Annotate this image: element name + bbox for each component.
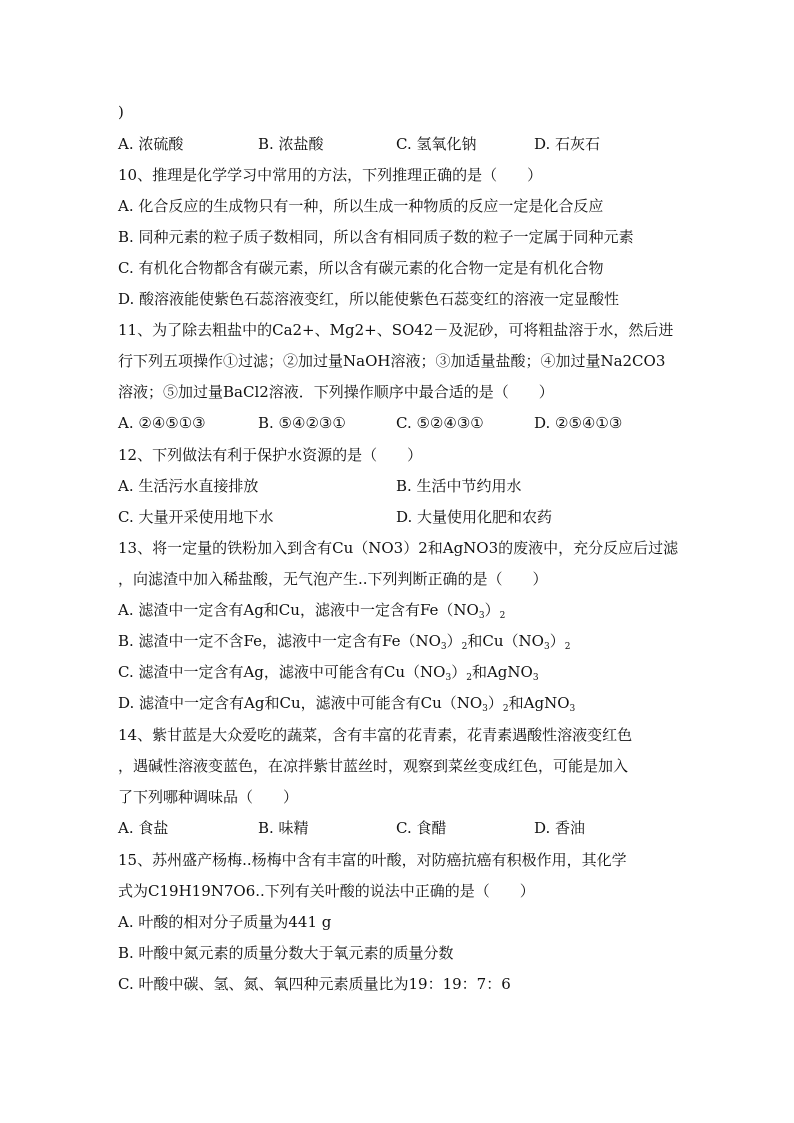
q13-option-c-mid-1: ）: [451, 663, 467, 681]
q13-option-a-sub-1: 3: [478, 611, 485, 621]
q12-options-row-1: [118, 476, 678, 496]
q13-option-a-mid: ）: [484, 601, 500, 619]
q15-option-c: C. 叶酸中碳、氢、氮、氧四种元素质量比为19：19：7：6: [118, 975, 511, 993]
q13-option-b-sub-4: 2: [564, 642, 571, 652]
q15-option-b: B. 叶酸中氮元素的质量分数大于氧元素的质量分数: [118, 944, 454, 962]
q9-stem-tail: ): [118, 103, 124, 121]
q13-option-a: [118, 600, 505, 620]
q14-stem-line-1: 14、紫甘蓝是大众爱吃的蔬菜，含有丰富的花青素，花青素遇酸性溶液变红色: [118, 726, 633, 744]
q13-option-b-sub-2: 2: [461, 642, 468, 652]
q10-option-b: B. 同种元素的粒子质子数相同，所以含有相同质子数的粒子一定属于同种元素: [118, 228, 634, 246]
q14-option-b: B. 味精: [258, 819, 309, 837]
q13-option-d: [118, 693, 575, 713]
q11-option-a: A. ②④⑤①③: [118, 414, 206, 432]
q15-stem-line-2: 式为C19H19N7O6..下列有关叶酸的说法中正确的是（ ）: [118, 882, 535, 900]
q11-options: [118, 413, 678, 433]
q11-stem-line-1: 11、为了除去粗盐中的Ca2+、Mg2+、SO42－及泥砂，可将粗盐溶于水，然后进: [118, 321, 674, 339]
q13-option-c-mid-2: 和AgNO: [471, 663, 533, 681]
q13-option-c: [118, 662, 539, 682]
q10-option-d: D. 酸溶液能使紫色石蕊溶液变红，所以能使紫色石蕊变红的溶液一定显酸性: [118, 290, 620, 308]
q12-option-b: B. 生活中节约用水: [396, 477, 522, 495]
q13-option-b-mid-3: ）: [549, 632, 565, 650]
q13-option-b-sub-1: 3: [440, 642, 447, 652]
q13-option-d-sub-1: 3: [482, 704, 488, 714]
q10-stem: 10、推理是化学学习中常用的方法，下列推理正确的是（ ）: [118, 166, 543, 184]
q14-option-d: D. 香油: [534, 819, 586, 837]
q13-option-b-mid-1: ）: [446, 632, 462, 650]
q13-option-d-text: D. 滤渣中一定含有Ag和Cu，滤液中可能含有Cu（NO: [118, 694, 483, 712]
q12-stem: 12、下列做法有利于保护水资源的是（ ）: [118, 446, 423, 464]
q13-option-c-sub-2: 2: [466, 673, 472, 683]
q13-option-b: [118, 631, 570, 651]
q13-option-a-text: A. 滤渣中一定含有Ag和Cu，滤液中一定含有Fe（NO: [118, 601, 479, 619]
q13-stem-line-1: 13、将一定量的铁粉加入到含有Cu（NO3）2和AgNO3的废液中，充分反应后过滤: [118, 539, 679, 557]
q13-option-c-sub-1: 3: [445, 673, 452, 683]
q14-option-a: A. 食盐: [118, 819, 169, 837]
q9-option-a: A. 浓硫酸: [118, 135, 184, 153]
q14-stem-line-2: ，遇碱性溶液变蓝色，在凉拌紫甘蓝丝时，观察到菜丝变成红色，可能是加入: [118, 757, 629, 775]
q12-options-row-2: [118, 507, 678, 527]
q11-stem-line-3: 溶液；⑤加过量BaCl2溶液．下列操作顺序中最合适的是（ ）: [118, 383, 554, 401]
q9-option-c: C. 氢氧化钠: [396, 135, 477, 153]
q11-stem-line-2: 行下列五项操作①过滤；②加过量NaOH溶液；③加适量盐酸；④加过量Na2CO3: [118, 352, 666, 370]
q9-options: [118, 134, 678, 154]
q13-stem-line-2: ，向滤渣中加入稀盐酸，无气泡产生..下列判断正确的是（ ）: [118, 570, 548, 588]
q9-option-b: B. 浓盐酸: [258, 135, 324, 153]
q13-option-c-text: C. 滤渣中一定含有Ag，滤液中可能含有Cu（NO: [118, 663, 446, 681]
q10-option-a: A. 化合反应的生成物只有一种，所以生成一种物质的反应一定是化合反应: [118, 197, 604, 215]
q13-option-b-text: B. 滤渣中一定不含Fe，滤液中一定含有Fe（NO: [118, 632, 441, 650]
q14-option-c: C. 食醋: [396, 819, 447, 837]
q13-option-b-sub-3: 3: [543, 642, 550, 652]
q13-option-c-sub-3: 3: [532, 673, 539, 683]
q14-options: [118, 818, 678, 838]
q11-option-c: C. ⑤②④③①: [396, 414, 484, 432]
q13-option-d-mid-2: 和AgNO: [508, 694, 570, 712]
q13-option-b-mid-2: 和Cu（NO: [467, 632, 544, 650]
q13-option-d-mid-1: ）: [487, 694, 503, 712]
q15-option-a: A. 叶酸的相对分子质量为441 g: [118, 913, 332, 931]
q12-option-d: D. 大量使用化肥和农药: [396, 508, 553, 526]
q9-option-d: D. 石灰石: [534, 135, 601, 153]
q14-stem-line-3: 了下列哪种调味品（ ）: [118, 788, 299, 806]
q15-stem-line-1: 15、苏州盛产杨梅..杨梅中含有丰富的叶酸，对防癌抗癌有积极作用，其化学: [118, 851, 627, 869]
q11-option-b: B. ⑤④②③①: [258, 414, 346, 432]
q13-option-d-sub-3: 3: [569, 704, 576, 714]
q10-option-c: C. 有机化合物都含有碳元素，所以含有碳元素的化合物一定是有机化合物: [118, 259, 604, 277]
q12-option-c: C. 大量开采使用地下水: [118, 508, 274, 526]
q11-option-d: D. ②⑤④①③: [534, 414, 623, 432]
q13-option-d-sub-2: 2: [502, 704, 509, 714]
q13-option-a-sub-2: 2: [499, 611, 506, 621]
q12-option-a: A. 生活污水直接排放: [118, 477, 259, 495]
